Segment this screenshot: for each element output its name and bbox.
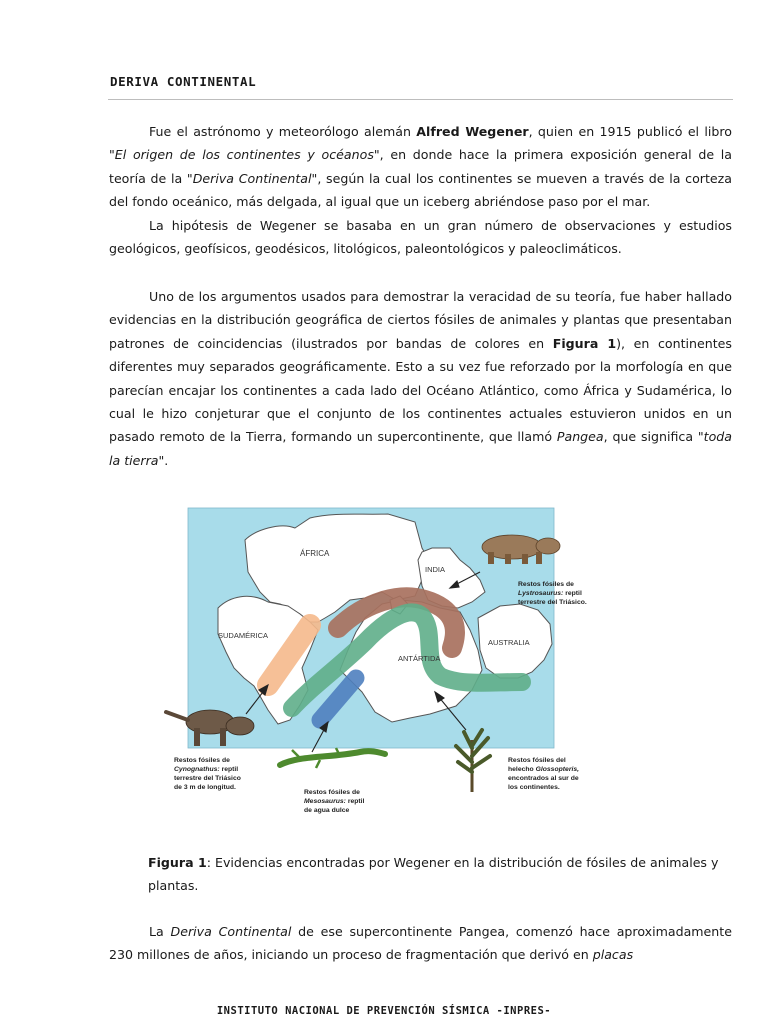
paragraph-wegener <box>109 120 732 214</box>
text-run: , quien en 1915 publicó el libro <box>528 124 732 139</box>
paragraph-hypothesis: La hipótesis de Wegener se basaba en un gran número de observaciones y estudios geológicos, geofísicos, geodésicos, litológicos, paleontológicos y paleoclimáticos. <box>109 217 732 257</box>
text-run: La <box>149 924 171 939</box>
theory-name: "Deriva Continental" <box>186 170 318 186</box>
text-run: , en donde hace la primera exposición general de la teoría de la <box>109 147 732 186</box>
section-heading: DERIVA CONTINENTAL <box>110 74 257 89</box>
book-title: "El origen de los continentes y océanos" <box>109 147 380 163</box>
note-lystrosaurus: Restos fósiles de Lystrosaurus: reptil terrestre del Triásico. <box>518 581 587 606</box>
paragraph-drift <box>109 920 732 967</box>
text-run: ), en continentes diferentes muy separados geográficamente. Esto a su vez fue reforzado por la morfología en que parecían encajar los continentes a cada lado del Océano Atlántico, como África y Sudamérica, lo cual le hizo conjeturar que el conjunto de los continentes actuales estuvieron unidos en un pasado remoto de la Tierra, formando un supercontinente, que llamó <box>109 335 732 445</box>
figure-caption <box>148 851 732 898</box>
text-run: . <box>164 452 169 468</box>
text-run: de ese supercontinente Pangea, comenzó hace aproximadamente 230 millones de años, iniciando un proceso de fragmentación que derivó en <box>109 924 732 963</box>
author-name: Alfred Wegener <box>416 124 529 139</box>
evidence-text <box>109 285 732 472</box>
note-glossopteris: Restos fósiles del helecho Glossopteris, encontrados al sur de los continentes. <box>508 757 580 791</box>
text-run: , que significa <box>603 429 698 445</box>
label-australia: AUSTRALIA <box>488 638 530 647</box>
text-run: , según la cual los continentes se mueven a través de la corteza del fondo oceánico, más delgada, al igual que un iceberg abriéndose paso por el mar. <box>109 170 732 210</box>
intro-text <box>109 120 732 260</box>
continuation-text <box>109 920 732 967</box>
mesosaurus-illustration <box>280 748 385 768</box>
pangea-fossil-map <box>160 500 610 820</box>
note-mesosaurus: Restos fósiles de Mesosaurus: reptil de agua dulce <box>304 789 365 814</box>
caption-label: Figura 1 <box>148 855 207 870</box>
heading-divider <box>108 99 733 100</box>
plates-term: placas <box>592 947 634 963</box>
text-run: Uno de los argumentos usados para demostrar la veracidad de su teoría, fue haber hallado evidencias en la distribución geográfica de ciertos fósiles de animales y plantas que presentaban patrones de coincidencias (ilustrados por bandas de colores en <box>109 289 732 351</box>
label-africa: ÁFRICA <box>300 549 330 558</box>
page-footer: INSTITUTO NACIONAL DE PREVENCIÓN SÍSMICA -INPRES- <box>216 1005 552 1017</box>
caption-text: : Evidencias encontradas por Wegener en la distribución de fósiles de animales y plantas. <box>148 855 719 894</box>
pangea-term: Pangea <box>556 429 604 445</box>
label-sudamerica: SUDAMÉRICA <box>218 631 269 640</box>
pangea-meaning: "toda la tierra" <box>109 429 732 468</box>
note-cynognathus: Restos fósiles de Cynognathus: reptil terrestre del Triásico de 3 m de longitud. <box>174 757 241 791</box>
label-antartida: ANTÁRTIDA <box>398 654 441 663</box>
text-run: Fue el astrónomo y meteorólogo alemán <box>149 124 417 139</box>
paragraph-evidence <box>109 285 732 472</box>
drift-term: Deriva Continental <box>170 924 292 939</box>
figure-reference: Figura 1 <box>552 335 617 351</box>
label-india: INDIA <box>425 565 446 574</box>
